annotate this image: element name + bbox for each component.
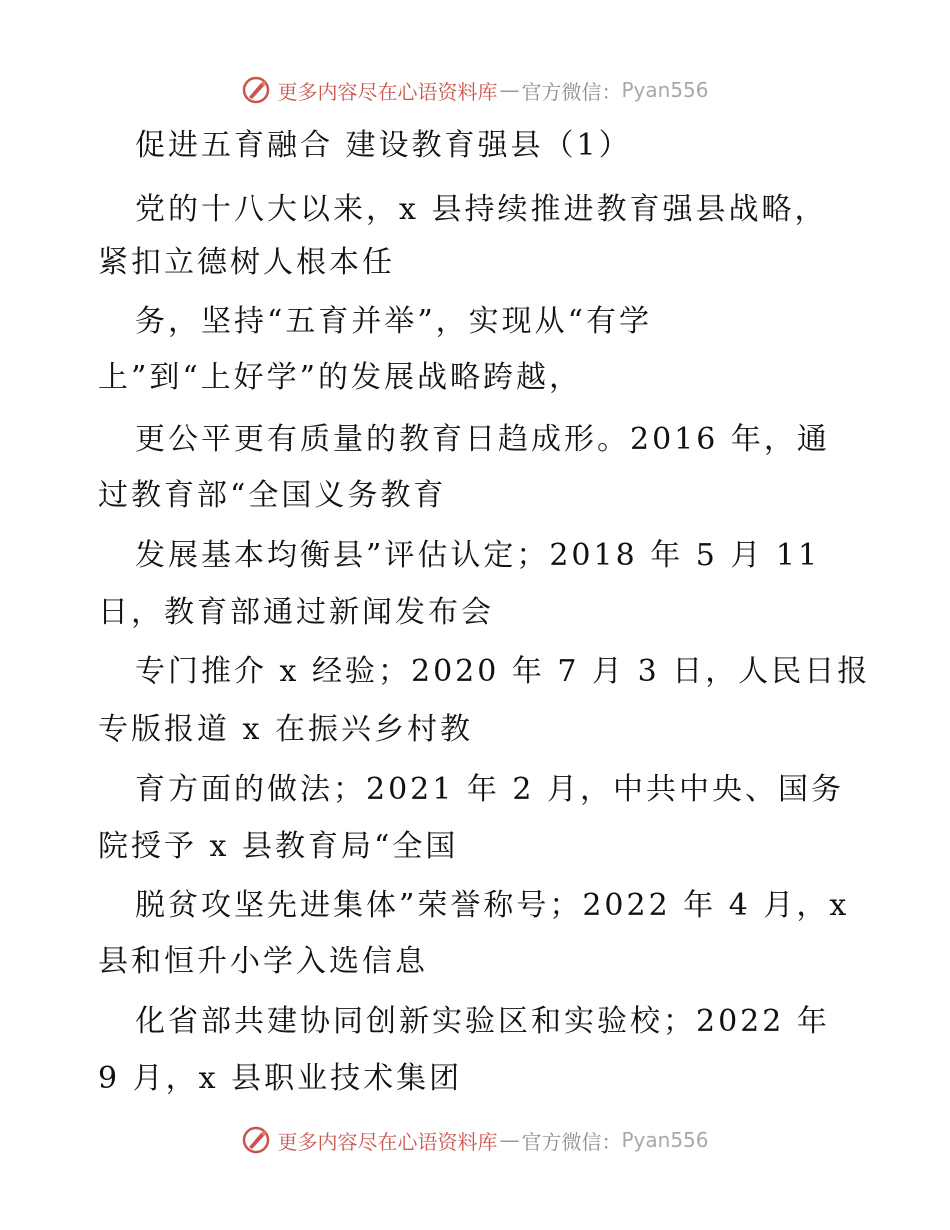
paragraph-line: 上”到“上好学”的发展战略跨越， (98, 360, 583, 395)
paragraph-line: 过教育部“全国义务教育 (98, 478, 447, 513)
banner-main-text: 更多内容尽在心语资料库 (277, 1129, 498, 1154)
document-title: 促进五育融合 建设教育强县（1） (135, 128, 632, 163)
banner-wechat-label: 官方微信： (521, 79, 622, 104)
paragraph-line: 育方面的做法；2021 年 2 月，中共中央、国务 (135, 772, 845, 807)
paragraph-line: 县和恒升小学入选信息 (98, 944, 428, 979)
banner-wechat-id: Pyan556 (621, 78, 709, 102)
banner-wechat-id: Pyan556 (621, 1128, 709, 1152)
paragraph-line: 务，坚持“五育并举”，实现从“有学 (135, 304, 653, 339)
paragraph-line: 更公平更有质量的教育日趋成形。2016 年，通 (135, 422, 830, 457)
banner-wechat-label: 官方微信： (521, 1129, 622, 1154)
paragraph-line: 院授予 x 县教育局“全国 (98, 829, 459, 864)
paragraph-line: 发展基本均衡县”评估认定；2018 年 5 月 11 (135, 538, 821, 573)
paragraph-line: 脱贫攻坚先进集体”荣誉称号；2022 年 4 月，x (135, 888, 850, 923)
banner-separator: — (499, 78, 520, 102)
paragraph-line: 化省部共建协同创新实验区和实验校；2022 年 (135, 1004, 830, 1039)
banner-separator: — (499, 1128, 520, 1152)
banner-main-text: 更多内容尽在心语资料库 (277, 79, 498, 104)
quill-logo-icon (241, 75, 271, 105)
paragraph-line: 9 月，x 县职业技术集团 (98, 1061, 463, 1096)
footer-watermark-banner (0, 1120, 950, 1160)
paragraph-line: 紧扣立德树人根本任 (98, 245, 395, 280)
paragraph-line: 专门推介 x 经验；2020 年 7 月 3 日，人民日报 (135, 654, 871, 689)
quill-logo-icon (241, 1125, 271, 1155)
paragraph-line: 党的十八大以来，x 县持续推进教育强县战略， (135, 192, 828, 227)
header-watermark-banner (0, 70, 950, 110)
paragraph-line: 专版报道 x 在振兴乡村教 (98, 712, 473, 747)
paragraph-line: 日，教育部通过新闻发布会 (98, 595, 494, 630)
